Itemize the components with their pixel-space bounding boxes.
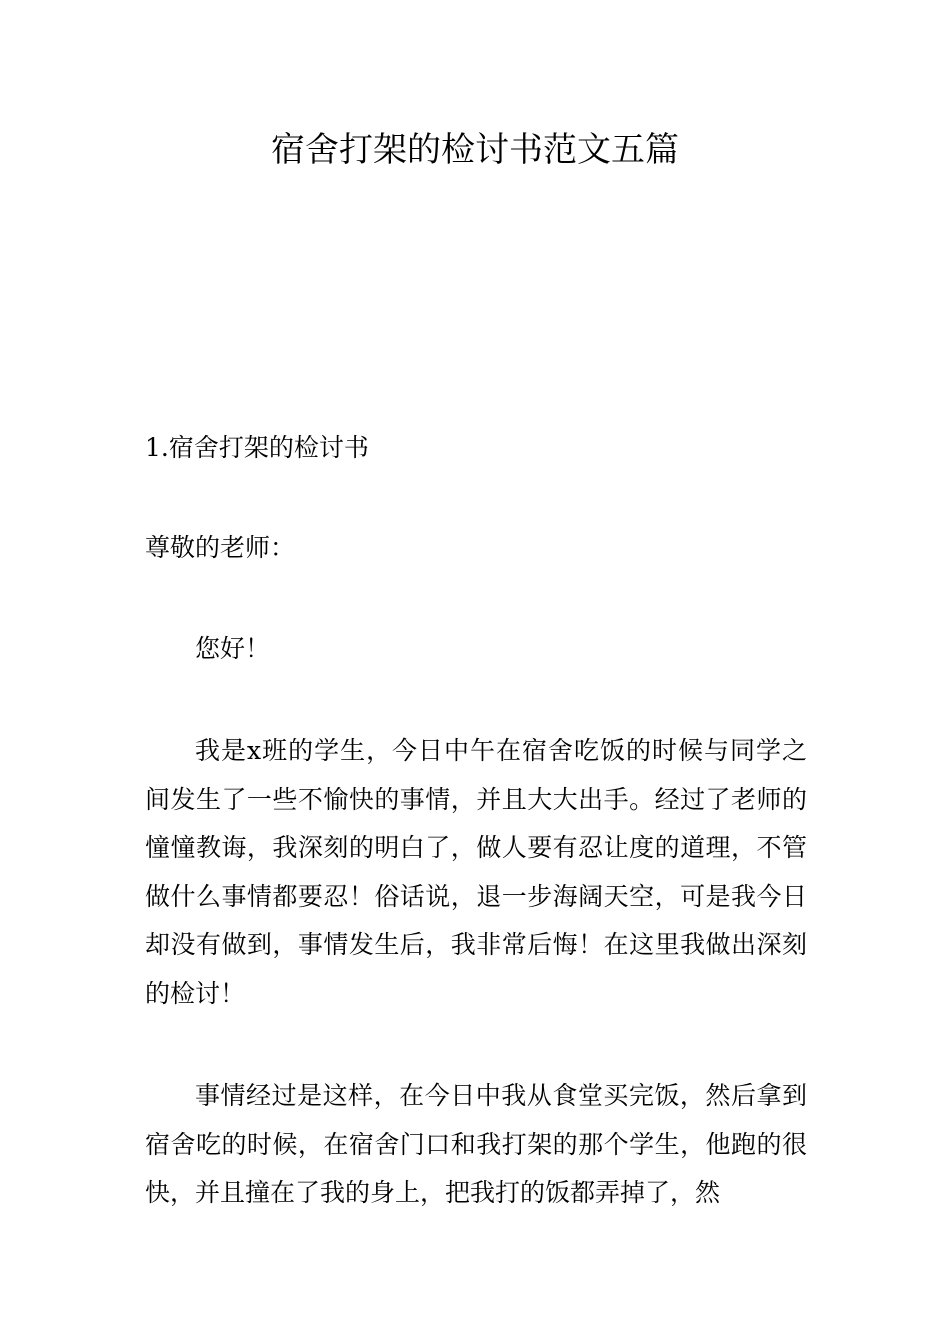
document-title: 宿舍打架的检讨书范文五篇 [271, 130, 679, 170]
body-paragraph: 我是x班的学生，今日中午在宿舍吃饭的时候与同学之间发生了一些不愉快的事情，并且大大出手。经过了老师的憧憧教诲，我深刻的明白了，做人要有忍让度的道理，不管做什么事情都要忍！俗话说，退一步海阔天空，可是我今日却没有做到，事情发生后，我非常后悔！在这里我做出深刻的检讨！ [145, 736, 807, 1008]
greeting: 您好！ [195, 634, 271, 663]
salutation: 尊敬的老师： [145, 533, 296, 562]
body-paragraph: 事情经过是这样，在今日中我从食堂买完饭，然后拿到宿舍吃的时候，在宿舍门口和我打架的那个学生，他跑的很快，并且撞在了我的身上，把我打的饭都弄掉了，然 [145, 1081, 807, 1207]
section-heading: 1.宿舍打架的检讨书 [145, 433, 369, 462]
